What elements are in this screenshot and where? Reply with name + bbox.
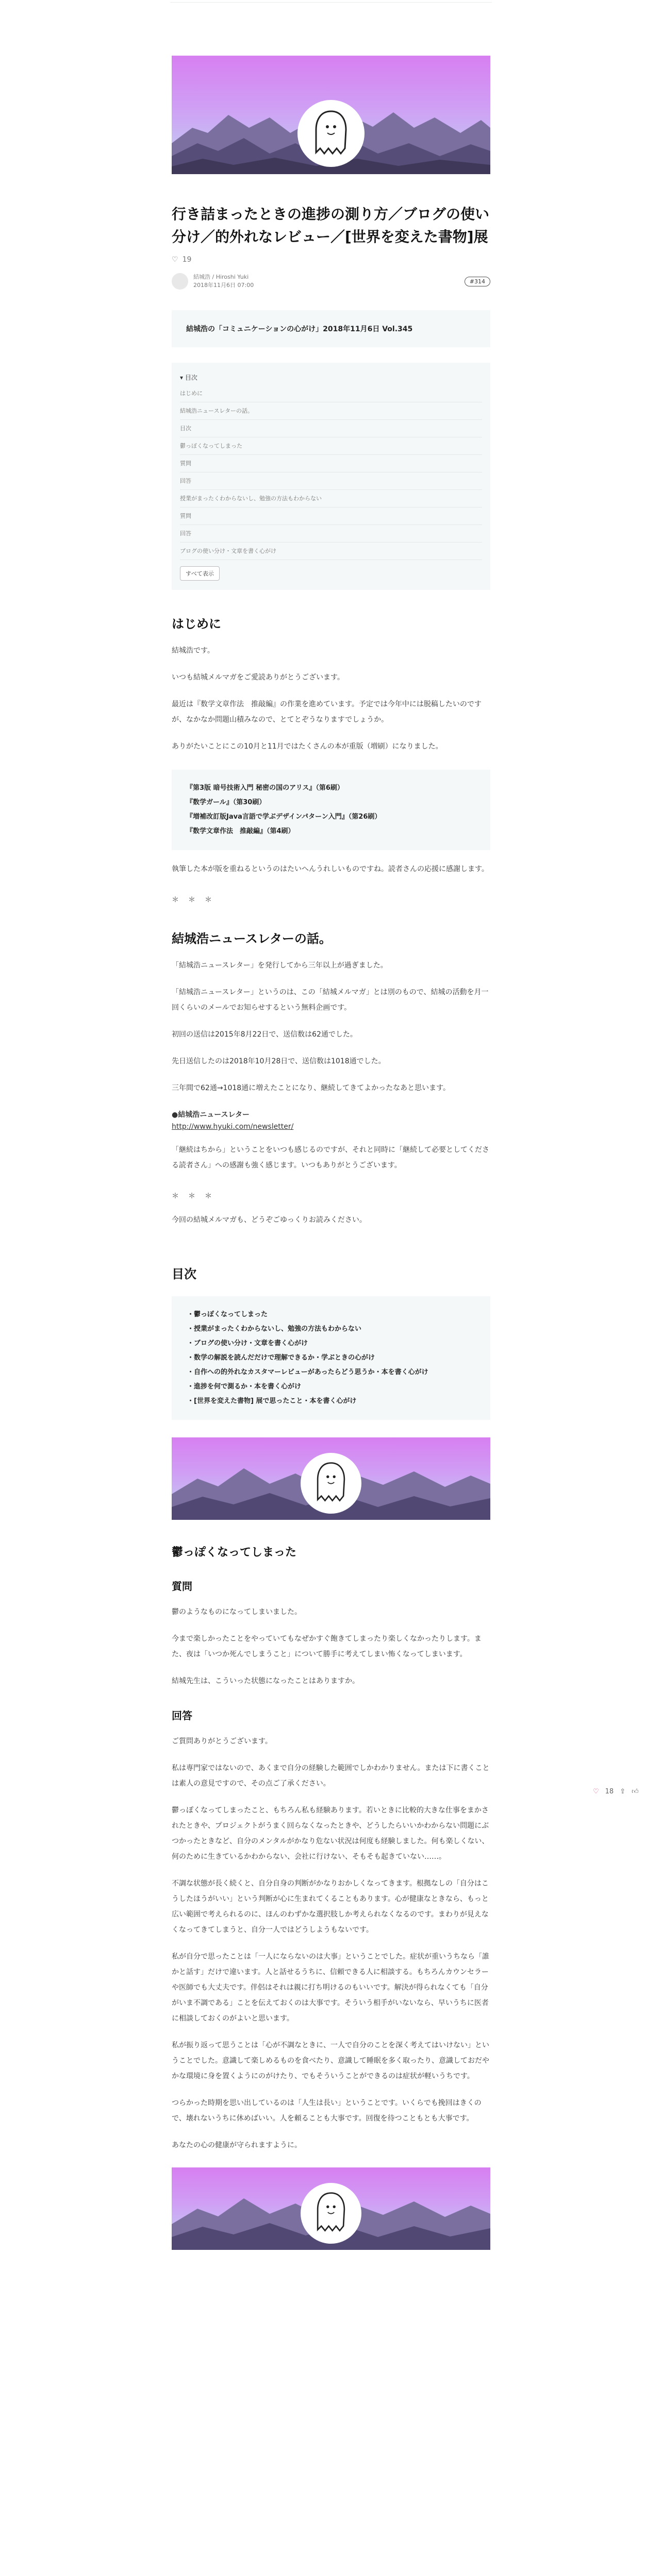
- paragraph: 三年間で62通→1018通に増えたことになり、継続してきてよかったなあと思います。: [172, 1084, 451, 1092]
- subheading-question: 質問: [172, 1580, 192, 1592]
- hero-illustration: [172, 56, 490, 174]
- newsletter-link[interactable]: http://www.hyuki.com/newsletter/: [172, 1123, 294, 1131]
- article-title: 行き詰まったときの進捗の測り方／ブログの使い分け／的外れなレビュー／[世界を変えた書物]展: [172, 206, 490, 245]
- paragraph: 執筆した本が版を重ねるというのはたいへんうれしいものですね。読者さんの応援に感謝します。: [172, 865, 489, 873]
- paragraph: 今まで楽しかったことをやっていてもなぜかすぐ飽きてしまったり楽しくなかったりします。また、夜は「いつか死んでしまうこと」について勝手に考えてしまい怖くなってしまいます。: [172, 1635, 482, 1658]
- paragraph: 私が振り返って思うことは「心が不調なときに、一人で自分のことを深く考えてはいけない」ということでした。意識して楽しめるものを食べたり、意識して睡眠を多く取ったり、意識しておだやかな環境に身を置くようにのがけたり、でもそういうことができるのは症状が軽いうちです。: [172, 2041, 489, 2080]
- article-column: [172, 56, 490, 2250]
- paragraph: 私が自分で思ったことは「一人にならないのは大事」ということでした。症状が重いうちなら「誰かと話す」だけで違います。人と話せるうちに、信頼できる人に相談する。もちろんカウンセラーや医師でも大丈夫です。伴侶はそれは親に打ち明けるのもいいです。解決が得られなくても「自分がいま不調である」ことを伝えておくのは大事です。そういう相手がいないなら、早いうちに医者に相談しておくのがよいと思います。: [172, 1953, 489, 2023]
- paragraph: 最近は『数学文章作法 推敲編』の作業を進めています。予定では今年中には脱稿したいのですが、なかなか問題山積みなので、とてとぞうなりますでしょうか。: [172, 700, 482, 724]
- thumb-up-icon[interactable]: 👍︎: [632, 1788, 639, 1795]
- toc-item[interactable]: 質問: [180, 507, 482, 525]
- share-icon[interactable]: ⇪: [620, 1788, 626, 1795]
- paragraph: 結城浩です。: [172, 647, 214, 655]
- toc-item[interactable]: 結城浩ニュースレターの話。: [180, 402, 482, 420]
- author-row: [172, 273, 490, 290]
- avatar[interactable]: [172, 273, 188, 290]
- show-all-button[interactable]: すべて表示: [180, 566, 220, 581]
- floating-actions: [593, 1788, 639, 1795]
- paragraph: 不調な状態が長く続くと、自分自身の判断がかなりおかしくなってきます。根拠なしの「自分はこうしたほうがいい」という判断が心に生まれてくることもあります。心が健康なときなら、もっと広い範囲で考えられるのに、ほんのわずかな選択肢しか考えられなくなるのです。まわりが見えなくなってきてしまうと、自分一人ではどうしようもないです。: [172, 1879, 489, 1934]
- toc-item[interactable]: 回答: [180, 525, 482, 543]
- paragraph: ご質問ありがとうございます。: [172, 1737, 272, 1745]
- newsletter-label: ●結城浩ニュースレター: [172, 1111, 250, 1119]
- contents-item: ・自作への的外れなカスタマーレビューがあったらどう思うか・本を書く心がけ: [187, 1368, 428, 1376]
- issue-callout: 結城浩の「コミュニケーションの心がけ」2018年11月6日 Vol.345: [172, 310, 490, 347]
- table-of-contents: [172, 363, 490, 590]
- book-item: 『第3版 暗号技術入門 秘密の国のアリス』（第6刷）: [186, 784, 344, 792]
- paragraph: 「継続はちから」ということをいつも感じるのですが、それと同時に「継続して必要としてくださる読者さん」への感謝も強く感じます。いつもありがとうございます。: [172, 1146, 489, 1170]
- chevron-down-icon[interactable]: ▾: [180, 374, 185, 381]
- top-navigation-bar: [170, 0, 492, 3]
- book-item: 『増補改訂版Java言語で学ぶデザインパターン入門』（第26刷）: [186, 813, 382, 821]
- divider-stars: ＊＊＊: [172, 896, 221, 904]
- paragraph: 「結城浩ニュースレター」というのは、この「結城メルマガ」とは別のもので、結城の活動を月一回くらいのメールでお知らせするという無料企画です。: [172, 988, 489, 1012]
- contents-item: ・進捗を何で測るか・本を書く心がけ: [187, 1383, 302, 1391]
- toc-item[interactable]: 目次: [180, 420, 482, 437]
- ghost-icon: [312, 109, 350, 157]
- heart-icon[interactable]: ♡: [172, 256, 178, 264]
- author-name[interactable]: 結城浩 / Hiroshi Yuki: [193, 274, 249, 280]
- toc-item[interactable]: 鬱っぽくなってしまった: [180, 437, 482, 455]
- book-item: 『数学ガール』（第30刷）: [186, 799, 266, 806]
- section-heading-contents: 目次: [172, 1267, 196, 1281]
- paragraph: あなたの心の健康が守られますように。: [172, 2141, 302, 2149]
- divider-stars: ＊＊＊: [172, 1192, 221, 1200]
- issue-badge[interactable]: #314: [465, 277, 490, 286]
- paragraph: いつも結城メルマガをご愛読ありがとうございます。: [172, 673, 344, 682]
- section-illustration: [172, 2167, 490, 2250]
- paragraph: 先日送信したのは2018年10月28日で、送信数は1018通でした。: [172, 1057, 386, 1065]
- paragraph: 結城先生は、こういった状態になったことはありますか。: [172, 1677, 359, 1685]
- author-meta: [193, 273, 465, 290]
- post-date: 2018年11月6日 07:00: [193, 282, 254, 289]
- contents-item: ・数学の解説を読んだだけで理解できるか・学ぶときの心がけ: [187, 1354, 375, 1362]
- contents-item: ・授業がまったくわからないし、勉強の方法もわからない: [187, 1325, 362, 1333]
- contents-item: ・鬱っぽくなってしまった: [187, 1311, 268, 1318]
- section-illustration: [172, 1437, 490, 1520]
- paragraph: 初回の送信は2015年8月22日で、送信数は62通でした。: [172, 1030, 357, 1039]
- contents-list: [172, 1296, 490, 1420]
- like-counter[interactable]: [172, 256, 490, 264]
- subheading-answer: 回答: [172, 1709, 192, 1722]
- section-heading-newsletter: 結城浩ニュースレターの話。: [172, 931, 332, 946]
- toc-item[interactable]: 授業がまったくわからないし、勉強の方法もわからない: [180, 490, 482, 507]
- section-heading-depressed: 鬱っぽくなってしまった: [172, 1546, 297, 1559]
- paragraph: 今回の結城メルマガも、どうぞごゆっくりお読みください。: [172, 1216, 367, 1224]
- like-count: 19: [182, 256, 192, 264]
- book-item: 『数学文章作法 推敲編』（第4刷）: [186, 827, 295, 835]
- book-list: [172, 770, 490, 850]
- toc-item[interactable]: はじめに: [180, 385, 482, 402]
- paragraph: つらかった時期を思い出しているのは「人生は長い」ということです。いくらでも挽回はきくので、壊れないうちに休めばいい。人を頼ることも大事です。回復を待つこともとも大事です。: [172, 2099, 482, 2123]
- toc-heading: ▾ 目次: [180, 374, 197, 381]
- toc-item[interactable]: 質問: [180, 455, 482, 472]
- heart-icon[interactable]: ♡: [593, 1788, 599, 1795]
- paragraph: 鬱っぽくなってしまったこと、もちろん私も経験あります。若いときに比較的大きな仕事をまかされたときや、プロジェクトがうまく回らなくなったときや、どうしたらいいかわからない問題にぶつかったときなど、自分のメンタルがかなり危ない状況は何度も経験しました。何も楽しくない、何のために生きているかわからない、会社に行けない、そもそも起きていない……。: [172, 1806, 489, 1861]
- like-count: 18: [605, 1788, 614, 1795]
- paragraph: 私は専門家ではないので、あくまで自分の経験した範囲でしかわかりません。または下に書くことは素人の意見ですので、その点ご了承ください。: [172, 1764, 490, 1788]
- section-heading-intro: はじめに: [172, 617, 221, 631]
- ghost-icon: [314, 2191, 348, 2233]
- paragraph: 鬱のようなものになってしまいました。: [172, 1608, 302, 1616]
- toc-item[interactable]: ブログの使い分け・文章を書く心がけ: [180, 543, 482, 560]
- toc-item[interactable]: 回答: [180, 472, 482, 490]
- contents-item: ・[世界を変えた書物] 展で思ったこと・本を書く心がけ: [187, 1397, 357, 1405]
- contents-item: ・ブログの使い分け・文章を書く心がけ: [187, 1340, 308, 1347]
- ghost-icon: [314, 1461, 348, 1503]
- paragraph: 「結城浩ニュースレター」を発行してから三年以上が過ぎました。: [172, 961, 388, 970]
- paragraph: ありがたいことにこの10月と11月ではたくさんの本が重版（増刷）になりました。: [172, 742, 443, 751]
